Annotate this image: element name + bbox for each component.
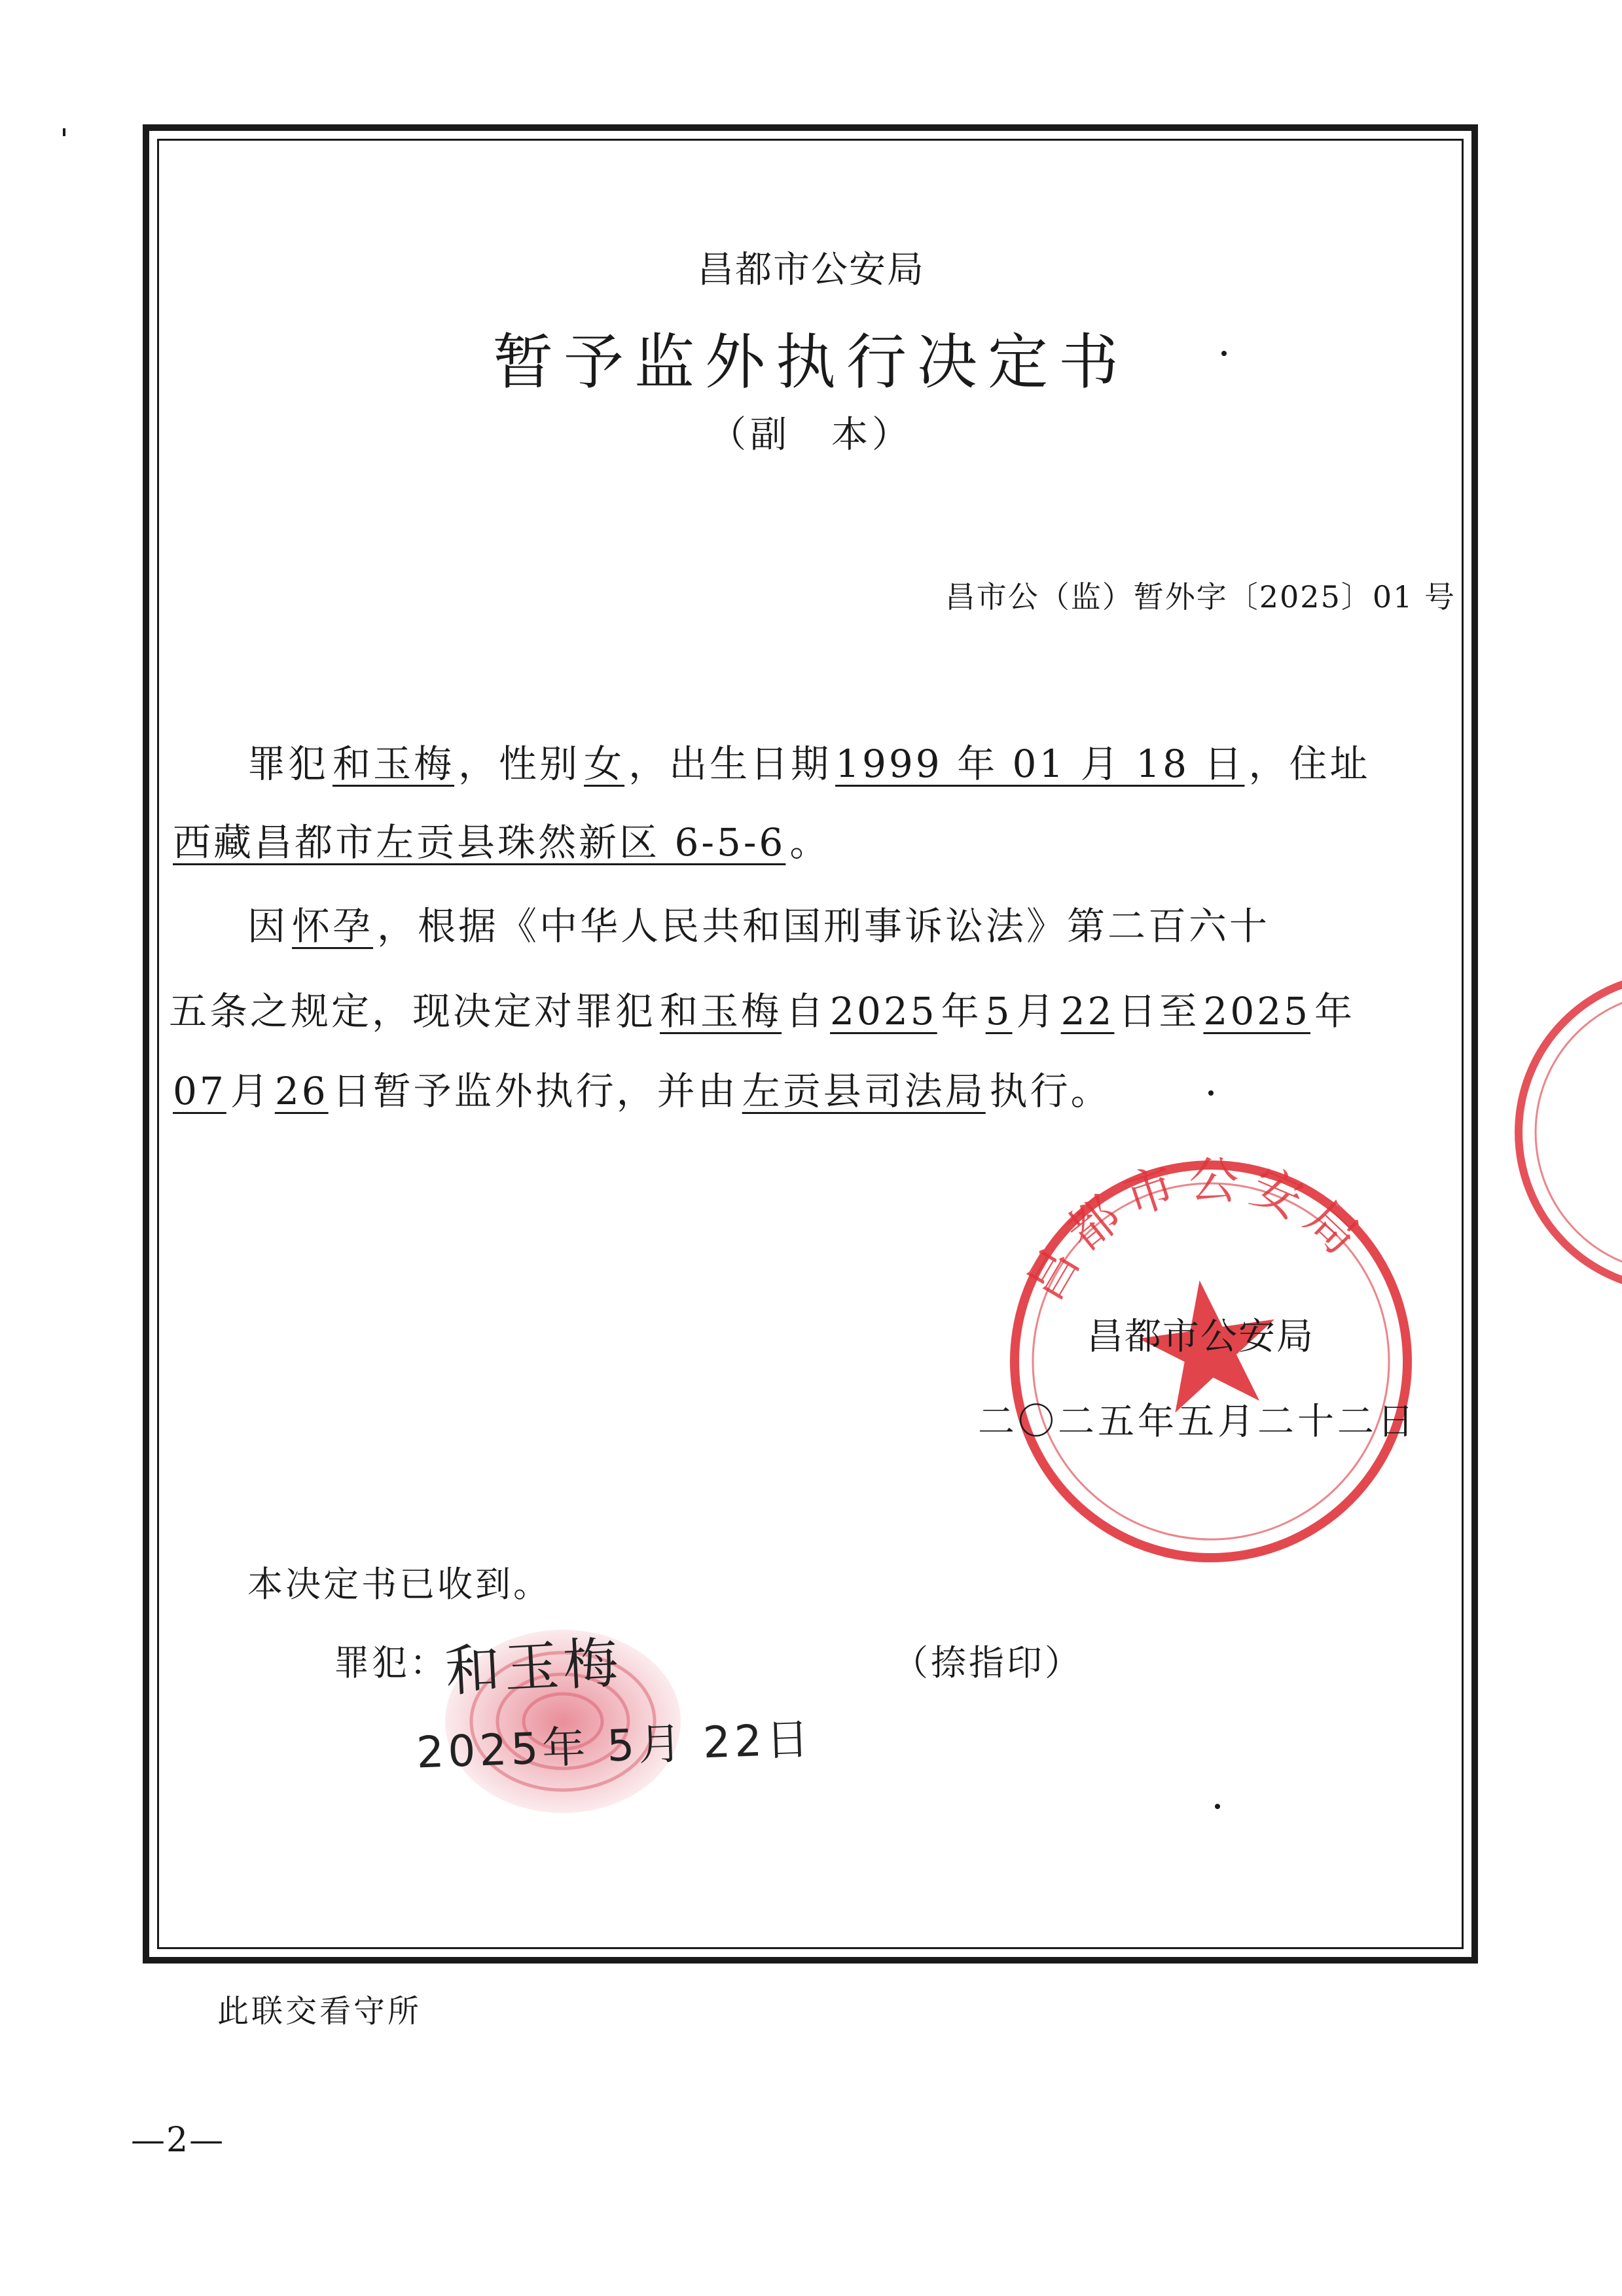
start-year: 2025 xyxy=(830,989,937,1033)
address-end: 。 xyxy=(789,820,831,865)
end-month: 07 xyxy=(173,1069,226,1113)
document-number: 昌市公（监）暂外字〔2025〕01 号 xyxy=(945,579,1456,615)
start-month: 5 xyxy=(985,989,1013,1033)
copy-recipient-note: 此联交看守所 xyxy=(217,1993,422,2030)
criminal-prefix: 罪犯 xyxy=(247,742,329,786)
year-char: 年 xyxy=(941,989,982,1033)
reason-prefix: 因 xyxy=(247,904,289,948)
seal-text: 昌都市公安局 xyxy=(1015,1150,1377,1310)
receipt-criminal-label: 罪犯： xyxy=(334,1642,448,1683)
address-prefix: ，住址 xyxy=(1248,742,1371,786)
executor: 左贡县司法局 xyxy=(742,1069,986,1113)
execution-text: 日暂予监外执行，并由 xyxy=(332,1069,738,1113)
end-day: 26 xyxy=(274,1069,329,1113)
copy-label: （副 本） xyxy=(710,414,912,456)
receipt-statement: 本决定书已收到。 xyxy=(247,1564,551,1605)
from-text: 自 xyxy=(785,989,827,1033)
end-year-char: 年 xyxy=(1314,989,1356,1033)
signing-date: 二〇二五年五月二十二日 xyxy=(978,1401,1417,1443)
scan-dot xyxy=(1221,351,1227,356)
signing-agency: 昌都市公安局 xyxy=(1087,1316,1314,1358)
page-number: —2— xyxy=(131,2121,225,2160)
scan-dot xyxy=(1208,1090,1214,1096)
law-text: ，根据《中华人民共和国刑事诉讼法》第二百六十 xyxy=(377,904,1271,948)
thumbprint-label: （捺指印） xyxy=(893,1642,1083,1683)
handwritten-date: 2025年 5月 22日 xyxy=(416,1713,814,1778)
criminal-name-2: 和玉梅 xyxy=(660,989,782,1033)
month-char: 月 xyxy=(1016,989,1057,1033)
scan-mark xyxy=(63,128,65,136)
gender-value: 女 xyxy=(584,742,625,786)
decision-text: 五条之规定，现决定对罪犯 xyxy=(169,989,657,1033)
gender-prefix: ，性别 xyxy=(458,742,581,786)
end-year: 2025 xyxy=(1203,989,1311,1033)
birth-prefix: ，出生日期 xyxy=(628,742,832,786)
start-day: 22 xyxy=(1060,989,1115,1033)
to-text: 日至 xyxy=(1118,989,1200,1033)
document-title: 暂予监外执行决定书 xyxy=(492,327,1129,397)
month-char-2: 月 xyxy=(230,1069,271,1113)
address-value: 西藏昌都市左贡县珠然新区 6-5-6 xyxy=(173,820,786,865)
partial-seal-edge xyxy=(1519,975,1622,1289)
scan-dot xyxy=(1215,1804,1220,1809)
birth-date: 1999 年 01 月 18 日 xyxy=(835,742,1245,786)
reason-value: 怀孕 xyxy=(292,904,374,948)
issuing-agency: 昌都市公安局 xyxy=(697,249,925,291)
handwritten-signature: 和玉梅 xyxy=(443,1630,624,1704)
execution-end: 执行。 xyxy=(989,1069,1111,1113)
criminal-name: 和玉梅 xyxy=(333,742,455,786)
